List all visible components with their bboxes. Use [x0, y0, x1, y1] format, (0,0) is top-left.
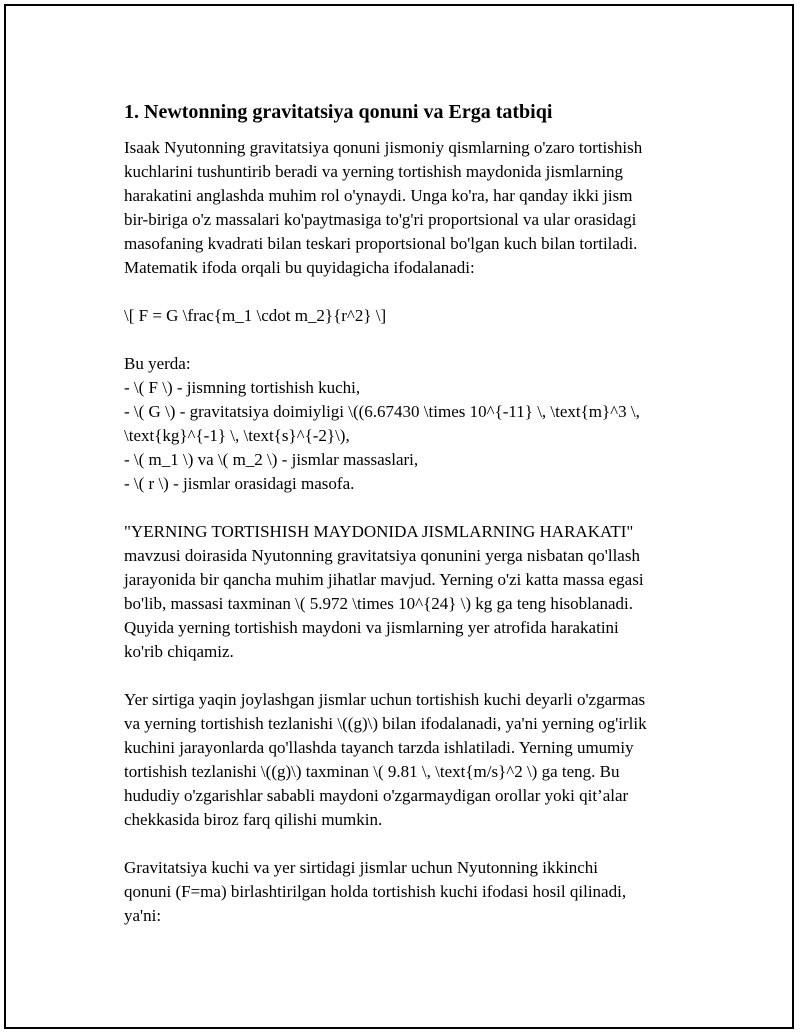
text-line: harakatini anglashda muhim rol o'ynaydi. Unga ko'ra, har qanday ikki jism — [124, 186, 633, 205]
paragraph-definitions — [124, 352, 704, 496]
list-item: \text{kg}^{-1} \, \text{s}^{-2}\), — [124, 426, 350, 445]
text-line: va yerning tortishish tezlanishi \((g)\) bilan ifodalanadi, ya'ni yerning og'irlik — [124, 714, 647, 733]
text-line: bo'lib, massasi taxminan \( 5.972 \times 10^{24} \) kg ga teng hisoblanadi. — [124, 594, 633, 613]
text-line: chekkasida biroz farq qilishi mumkin. — [124, 810, 383, 829]
paragraph-intro — [124, 136, 704, 280]
text-line: Isaak Nyutonning gravitatsiya qonuni jismoniy qismlarning o'zaro tortishish — [124, 138, 643, 157]
paragraph-second-law — [124, 856, 704, 928]
text-line: bir-biriga o'z massalari ko'paytmasiga to'g'ri proportsional va ular orasidagi — [124, 210, 637, 229]
text-line: qonuni (F=ma) birlashtirilgan holda tortishish kuchi ifodasi hosil qilinadi, — [124, 882, 627, 901]
list-item: - \( F \) - jismning tortishish kuchi, — [124, 378, 361, 397]
text-line: kuchlarini tushuntirib beradi va yerning tortishish maydonida jismlarning — [124, 162, 624, 181]
paragraph-gravity-acceleration — [124, 688, 704, 832]
text-line: ko'rib chiqamiz. — [124, 642, 234, 661]
text-line: tortishish tezlanishi \((g)\) taxminan \( 9.81 \, \text{m/s}^2 \) ga teng. Bu — [124, 762, 620, 781]
text-line: masofaning kvadrati bilan teskari proportsional bo'lgan kuch bilan tortiladi. — [124, 234, 638, 253]
text-line: jarayonida bir qancha muhim jihatlar mavjud. Yerning o'zi katta massa egasi — [124, 570, 644, 589]
text-line: "YERNING TORTISHISH MAYDONIDA JISMLARNING HARAKATI" — [124, 522, 634, 541]
text-line: hududiy o'zgarishlar sababli maydoni o'zgarmaydigan orollar yoki qit’alar — [124, 786, 629, 805]
text-line: Yer sirtiga yaqin joylashgan jismlar uchun tortishish kuchi deyarli o'zgarmas — [124, 690, 646, 709]
document-body — [124, 98, 704, 952]
text-line: Bu yerda: — [124, 354, 191, 373]
text-line: kuchini jarayonlarda qo'llashda tayanch tarzda ishlatiladi. Yerning umumiy — [124, 738, 634, 757]
formula-line: \[ F = G \frac{m_1 \cdot m_2}{r^2} \] — [124, 306, 387, 325]
text-line: Quyida yerning tortishish maydoni va jismlarning yer atrofida harakatini — [124, 618, 619, 637]
page-frame — [4, 4, 794, 1029]
list-item: - \( r \) - jismlar orasidagi masofa. — [124, 474, 355, 493]
text-line: Matematik ifoda orqali bu quyidagicha ifodalanadi: — [124, 258, 475, 277]
paragraph-earth-mass — [124, 520, 704, 664]
paragraph-formula — [124, 304, 704, 328]
text-line: Gravitatsiya kuchi va yer sirtidagi jismlar uchun Nyutonning ikkinchi — [124, 858, 599, 877]
list-item: - \( G \) - gravitatsiya doimiyligi \((6.67430 \times 10^{-11} \, \text{m}^3 \, — [124, 402, 640, 421]
text-line: mavzusi doirasida Nyutonning gravitatsiya qonunini yerga nisbatan qo'llash — [124, 546, 640, 565]
section-heading: 1. Newtonning gravitatsiya qonuni va Erga tatbiqi — [124, 101, 553, 123]
text-line: ya'ni: — [124, 906, 162, 925]
list-item: - \( m_1 \) va \( m_2 \) - jismlar massaslari, — [124, 450, 419, 469]
